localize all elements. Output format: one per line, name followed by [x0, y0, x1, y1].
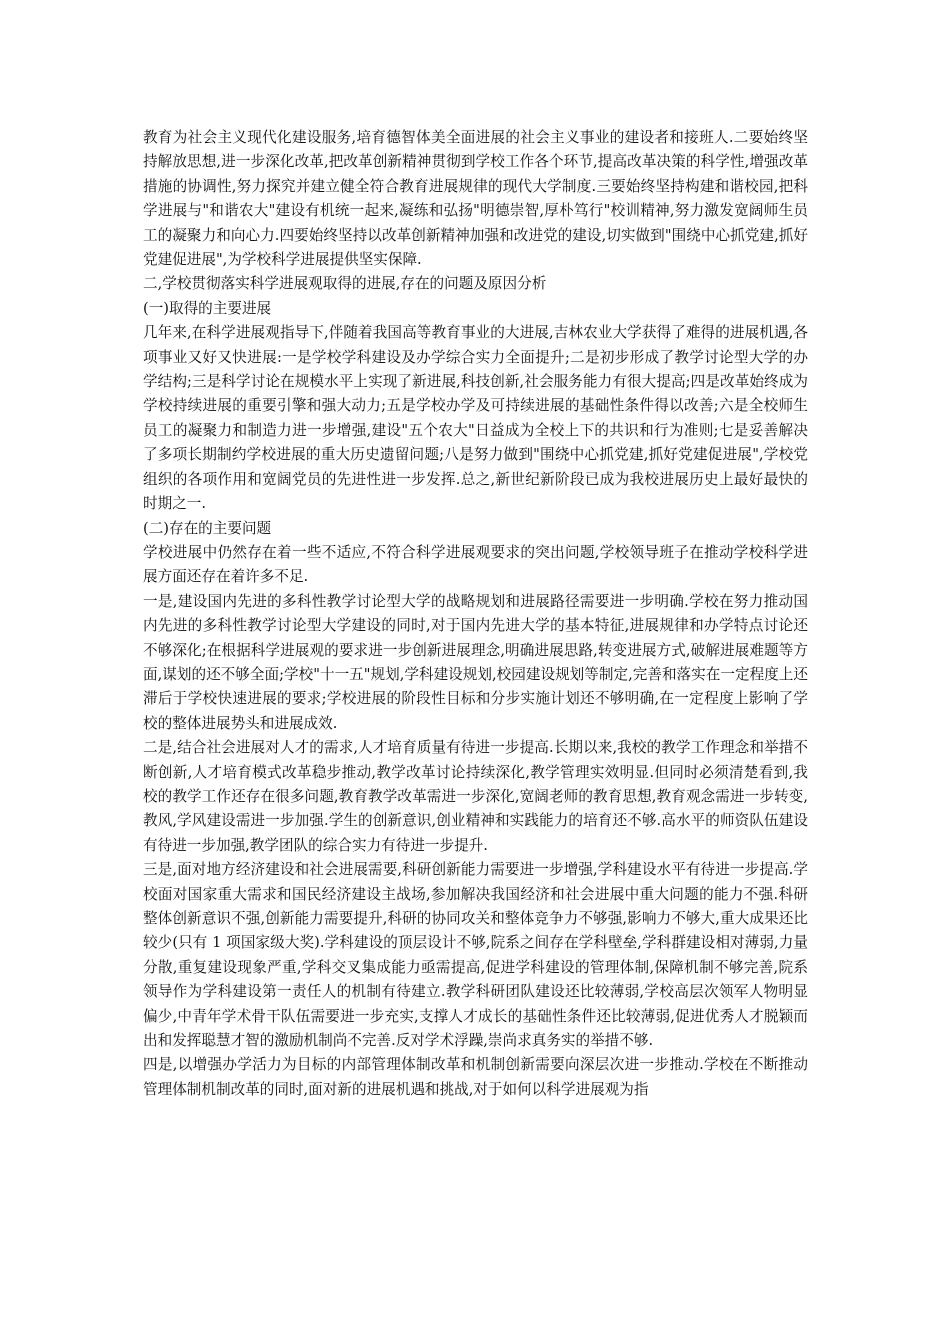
subsection-heading-problems: (二)存在的主要问题 — [143, 519, 272, 537]
paragraph-problem-3: 三是,面对地方经济建设和社会进展需要,科研创新能力需要进一步增强,学科建设水平有待进一步提高.学校面对国家重大需求和国民经济建设主战场,参加解决我国经济和社会进展中重大问题的能力不强.科研整体创新意识不强,创新能力需要提升,科研的协同攻关和整体竞争力不够强,影响力不够大,重大成果还比较少(只有 1 项国家级大奖).学科建设的顶层设计不够,院系之间存在学科壁垒,学科群建设相对薄弱,力量分散,重复建设现象严重,学科交叉集成能力亟需提高,促进学科建设的管理体制,保障机制不够完善,院系领导作为学科建设第一责任人的机制有待建立.教学科研团队建设还比较薄弱,学校高层次领军人物明显偏少,中青年学术骨干队伍需要进一步充实,支撑人才成长的基础性条件还比较薄弱,促进优秀人才脱颖而出和发挥聪慧才智的激励机制尚不完善.反对学术浮躁,崇尚求真务实的举措不够. — [143, 861, 808, 1050]
paragraph-problem-2: 二是,结合社会进展对人才的需求,人才培育质量有待进一步提高.长期以来,我校的教学工作理念和举措不断创新,人才培育模式改革稳步推动,教学改革讨论持续深化,教学管理实效明显.但同时必须清楚看到,我校的教学工作还存在很多问题,教育教学改革需进一步深化,宽阔老师的教育思想,教育观念需进一步转变,教风,学风建设需进一步加强.学生的创新意识,创业精神和实践能力的培育还不够.高水平的师资队伍建设有待进一步加强,教学团队的综合实力有待进一步提升. — [143, 739, 808, 854]
paragraph-problem-4: 四是,以增强办学活力为目标的内部管理体制改革和机制创新需要向深层次进一步推动.学校在不断推动管理体制机制改革的同时,面对新的进展机遇和挑战,对于如何以科学进展观为指 — [143, 1056, 808, 1098]
subsection-heading-progress: (一)取得的主要进展 — [143, 299, 272, 317]
paragraph-problems-intro: 学校进展中仍然存在着一些不适应,不符合科学进展观要求的突出问题,学校领导班子在推动学校科学进展方面还存在着许多不足. — [143, 543, 808, 586]
paragraph-problem-1: 一是,建设国内先进的多科性教学讨论型大学的战略规划和进展路径需要进一步明确.学校在努力推动国内先进的多科性教学讨论型大学建设的同时,对于国内先进大学的基本特征,进展规律和办学特点讨论还不够深化;在根据科学进展观的要求进一步创新进展理念,明确进展思路,转变进展方式,破解进展难题等方面,谋划的还不够全面;学校"十一五"规划,学科建设规划,校园建设规划等制定,完善和落实在一定程度上还滞后于学校快速进展的要求;学校进展的阶段性目标和分步实施计划还不够明确,在一定程度上影响了学校的整体进展势头和进展成效. — [143, 592, 808, 732]
section-heading-2: 二,学校贯彻落实科学进展观取得的进展,存在的问题及原因分析 — [143, 275, 547, 293]
document-body — [143, 126, 808, 1102]
paragraph-progress: 几年来,在科学进展观指导下,伴随着我国高等教育事业的大进展,吉林农业大学获得了难得的进展机遇,各项事业又好又快进展:一是学校学科建设及办学综合实力全面提升;二是初步形成了教学讨论型大学的办学结构;三是科学讨论在规模水平上实现了新进展,科技创新,社会服务能力有很大提高;四是改革始终成为学校持续进展的重要引擎和强大动力;五是学校办学及可持续进展的基础性条件得以改善;六是全校师生员工的凝聚力和制造力进一步增强,建设"五个农大"日益成为全校上下的共识和行为准则;七是妥善解决了多项长期制约学校进展的重大历史遗留问题;八是努力做到"围绕中心抓党建,抓好党建促进展",学校党组织的各项作用和宽阔党员的先进性进一步发挥.总之,新世纪新阶段已成为我校进展历史上最好最快的时期之一. — [143, 324, 808, 513]
paragraph-intro: 教育为社会主义现代化建设服务,培育德智体美全面进展的社会主义事业的建设者和接班人.二要始终坚持解放思想,进一步深化改革,把改革创新精神贯彻到学校工作各个环节,提高改革决策的科学性,增强改革措施的协调性,努力探究并建立健全符合教育进展规律的现代大学制度.三要始终坚持构建和谐校园,把科学进展与"和谐农大"建设有机统一起来,凝练和弘扬"明德崇智,厚朴笃行"校训精神,努力激发宽阔师生员工的凝聚力和向心力.四要始终坚持以改革创新精神加强和改进党的建设,切实做到"围绕中心抓党建,抓好党建促进展",为学校科学进展提供坚实保障. — [143, 129, 808, 269]
